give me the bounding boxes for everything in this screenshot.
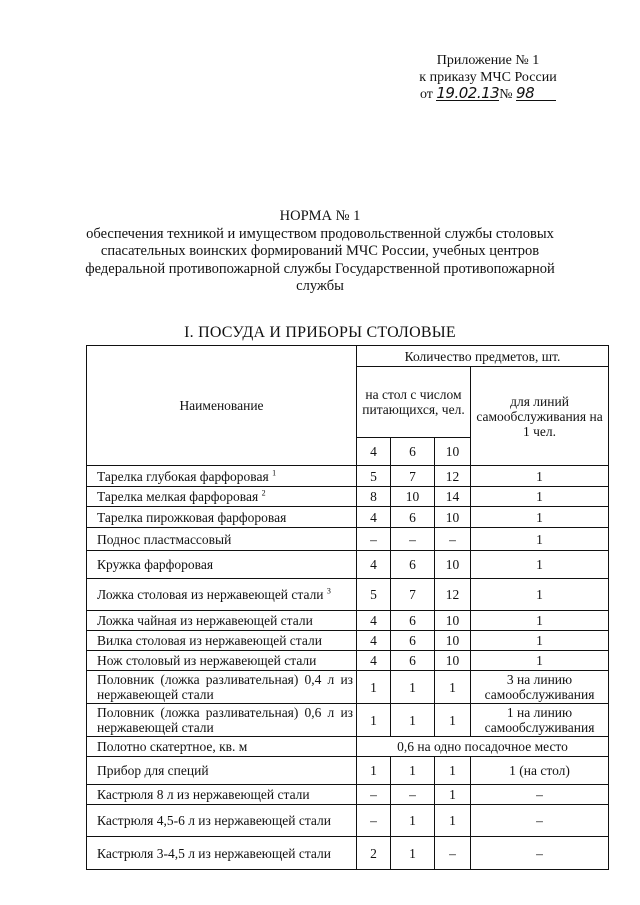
qty-4-cell: 4 (357, 651, 391, 671)
item-name-text: Тарелка пирожковая фарфоровая (97, 509, 287, 525)
qty-4-cell: – (357, 528, 391, 551)
header-name: Наименование (87, 346, 357, 466)
qty-4-cell: 5 (357, 466, 391, 487)
qty-4-cell: 8 (357, 487, 391, 507)
qty-6-cell: 7 (391, 466, 435, 487)
item-name (87, 631, 357, 651)
qty-4-cell: 1 (357, 671, 391, 704)
self-service-cell: 1 (471, 579, 609, 611)
qty-6-cell: 10 (391, 487, 435, 507)
self-service-cell: 1 (471, 507, 609, 528)
item-name-text: Кастрюля 8 л из нержавеющей стали (97, 787, 310, 802)
qty-4-cell: 4 (357, 551, 391, 579)
item-name (87, 785, 357, 805)
order-date: 19.02.13 (436, 84, 500, 102)
qty-10-cell: 1 (435, 757, 471, 785)
item-name (87, 737, 357, 757)
self-service-cell: – (471, 805, 609, 837)
header-quantity: Количество предметов, шт. (357, 346, 609, 367)
order-from-label: от (419, 87, 433, 102)
table-row (87, 785, 609, 805)
table-row (87, 528, 609, 551)
item-name (87, 551, 357, 579)
header-self-service: для линий самообслуживания на 1 чел. (471, 367, 609, 466)
self-service-cell: 1 (471, 466, 609, 487)
self-service-cell: 1 на линию самообслуживания (471, 704, 609, 737)
qty-10-cell: 1 (435, 671, 471, 704)
qty-10-cell: 10 (435, 631, 471, 651)
table-row (87, 631, 609, 651)
table-row (87, 737, 609, 757)
qty-4-cell: 4 (357, 507, 391, 528)
item-name-text: Тарелка мелкая фарфоровая (97, 489, 259, 504)
table-row (87, 551, 609, 579)
qty-10-cell: – (435, 528, 471, 551)
qty-4-cell: – (357, 805, 391, 837)
item-name-text: Полотно скатертное, кв. м (97, 739, 248, 754)
qty-6-cell: 6 (391, 507, 435, 528)
qty-4-cell: 1 (357, 704, 391, 737)
qty-4-cell: 2 (357, 837, 391, 870)
norm-subtitle: обеспечения техникой и имуществом продовольственной службы столовых спасательных воинских формирований МЧС России, учебных центров федеральной противопожарной службы Государственной противопожарной службы (85, 225, 555, 294)
table-row (87, 651, 609, 671)
table-row (87, 805, 609, 837)
table-row (87, 671, 609, 704)
qty-6-cell: 7 (391, 579, 435, 611)
item-name-text: Кастрюля 4,5-6 л из нержавеющей стали (97, 813, 332, 828)
qty-10-cell: 10 (435, 651, 471, 671)
item-name-text: Половник (ложка разливательная) 0,4 л из нержавеющей стали (97, 672, 353, 702)
qty-10-cell: – (435, 837, 471, 870)
qty-6-cell: – (391, 528, 435, 551)
norm-title: НОРМА № 1 (279, 208, 361, 224)
item-name-text: Ложка чайная из нержавеющей стали (97, 613, 313, 628)
self-service-cell: 1 (471, 551, 609, 579)
item-name-text: Половник (ложка разливательная) 0,6 л из нержавеющей стали (97, 705, 353, 735)
self-service-cell: 1 (на стол) (471, 757, 609, 785)
footnote-marker: 1 (272, 468, 277, 477)
qty-4-cell: – (357, 785, 391, 805)
qty-4-cell: 5 (357, 579, 391, 611)
document-heading (0, 208, 640, 296)
qty-6-cell: 6 (391, 551, 435, 579)
item-name-text: Вилка столовая из нержавеющей стали (97, 633, 322, 648)
qty-10-cell: 1 (435, 704, 471, 737)
qty-6-cell: 6 (391, 651, 435, 671)
qty-10-cell: 1 (435, 785, 471, 805)
header-persons-6: 6 (391, 438, 435, 466)
footnote-marker: 2 (261, 488, 266, 498)
item-name (87, 837, 357, 870)
appendix-block (388, 52, 588, 103)
item-name (87, 757, 357, 785)
order-number: 98 (516, 86, 556, 101)
item-name-text: Прибор для специй (97, 763, 209, 778)
qty-6-cell: 1 (391, 805, 435, 837)
table-row (87, 837, 609, 870)
appendix-line-1: Приложение № 1 (436, 53, 540, 68)
table-row (87, 757, 609, 785)
qty-10-cell: 14 (435, 487, 471, 507)
item-name (87, 528, 357, 551)
footnote-marker: 3 (326, 586, 331, 596)
appendix-line-2: к приказу МЧС России (419, 70, 557, 85)
table-row (87, 466, 609, 487)
item-name (87, 487, 357, 507)
qty-4-cell: 4 (357, 611, 391, 631)
self-service-cell: 1 (471, 651, 609, 671)
qty-10-cell: 1 (435, 805, 471, 837)
self-service-cell: 3 на линию самообслуживания (471, 671, 609, 704)
qty-6-cell: 1 (391, 671, 435, 704)
qty-10-cell: 10 (435, 611, 471, 631)
self-service-cell: 1 (471, 487, 609, 507)
item-name-text: Нож столовый из нержавеющей стали (97, 653, 317, 668)
self-service-cell: 1 (471, 631, 609, 651)
order-number-label: № (499, 87, 513, 102)
item-name (87, 466, 357, 487)
self-service-cell: 1 (471, 528, 609, 551)
norm-table (86, 345, 609, 870)
self-service-cell: – (471, 837, 609, 870)
qty-6-cell: 1 (391, 704, 435, 737)
qty-6-cell: 1 (391, 837, 435, 870)
header-persons-4: 4 (357, 438, 391, 466)
table-row (87, 611, 609, 631)
item-name (87, 805, 357, 837)
qty-6-cell: – (391, 785, 435, 805)
table-row (87, 487, 609, 507)
item-name-text: Тарелка глубокая фарфоровая (97, 468, 269, 484)
item-name (87, 611, 357, 631)
item-name (87, 579, 357, 611)
qty-4-cell: 4 (357, 631, 391, 651)
item-name-text: Кружка фарфоровая (97, 557, 214, 572)
item-name (87, 651, 357, 671)
item-name-text: Ложка столовая из нержавеющей стали (97, 587, 324, 602)
table-row (87, 704, 609, 737)
qty-6-cell: 6 (391, 611, 435, 631)
qty-10-cell: 10 (435, 551, 471, 579)
item-name-text: Кастрюля 3-4,5 л из нержавеющей стали (97, 845, 332, 861)
item-name (87, 704, 357, 737)
section-title: I. ПОСУДА И ПРИБОРЫ СТОЛОВЫЕ (184, 324, 456, 341)
qty-10-cell: 12 (435, 579, 471, 611)
self-service-cell: 1 (471, 611, 609, 631)
qty-6-cell: 6 (391, 631, 435, 651)
qty-4-cell: 1 (357, 757, 391, 785)
header-per-table: на стол с числом питающихся, чел. (357, 367, 471, 438)
qty-10-cell: 10 (435, 507, 471, 528)
self-service-cell: – (471, 785, 609, 805)
merged-quantity-cell: 0,6 на одно посадочное место (357, 737, 609, 757)
table-row (87, 507, 609, 528)
item-name-text: Поднос пластмассовый (97, 531, 232, 547)
table-row (87, 579, 609, 611)
item-name (87, 507, 357, 528)
order-date-number (388, 86, 588, 103)
header-persons-10: 10 (435, 438, 471, 466)
qty-6-cell: 1 (391, 757, 435, 785)
item-name (87, 671, 357, 704)
qty-10-cell: 12 (435, 466, 471, 487)
